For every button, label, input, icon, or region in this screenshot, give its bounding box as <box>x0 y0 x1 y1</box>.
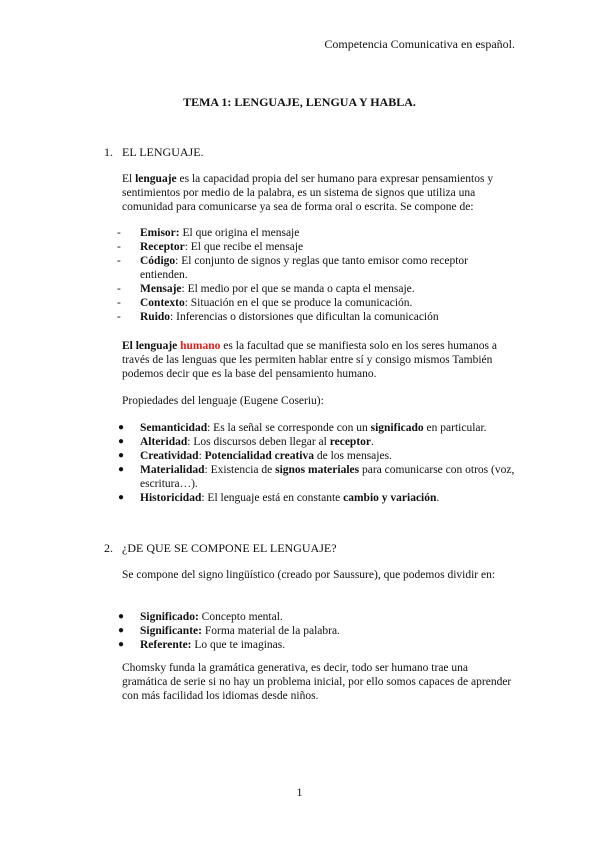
section-1-heading <box>104 145 204 159</box>
property-term: Creatividad <box>140 450 199 462</box>
list-item <box>117 226 517 240</box>
text-run: es la facultad que se manifiesta solo en los seres humanos a través de las lenguas que les permiten hablar entre sí y consigo mismos También podemos decir que es la base del pensamiento humano. <box>122 340 497 380</box>
dash-marker: - <box>117 283 121 295</box>
text-run: para comunicarse con otros (voz, escritura…). <box>140 464 515 490</box>
section-2-heading <box>104 541 337 555</box>
list-item <box>117 282 517 296</box>
list-item <box>117 638 517 652</box>
text-run: : <box>198 450 205 462</box>
list-item <box>117 310 517 324</box>
sign-desc: Concepto mental. <box>198 611 283 623</box>
sign-intro-paragraph: Se compone del signo lingüístico (creado por Saussure), que podemos dividir en: <box>122 569 496 581</box>
dash-marker: - <box>117 311 121 323</box>
bullet-marker: ● <box>118 436 125 447</box>
dash-marker: - <box>117 241 121 253</box>
bold-run: significado <box>370 422 424 434</box>
sign-desc: Lo que te imaginas. <box>191 639 286 651</box>
list-item <box>117 254 517 282</box>
page-header: Competencia Comunicativa en español. <box>324 37 515 51</box>
list-item <box>117 610 517 624</box>
term-humano-highlight: humano <box>180 340 221 352</box>
bullet-marker: ● <box>118 625 125 636</box>
dash-marker: - <box>117 227 121 239</box>
text-run: : Los discursos deben llegar al <box>187 436 330 448</box>
page-number: 1 <box>296 785 303 799</box>
text-run: : Es la señal se corresponde con un <box>207 422 371 434</box>
bullet-marker: ● <box>118 464 125 475</box>
text-run: de los mensajes. <box>314 450 392 462</box>
list-item <box>117 240 517 254</box>
component-term: Mensaje <box>140 283 182 295</box>
bullet-marker: ● <box>118 492 125 503</box>
sign-desc: Forma material de la palabra. <box>201 625 340 637</box>
term-lenguaje: lenguaje <box>135 173 177 185</box>
bullet-marker: ● <box>118 639 125 650</box>
list-item <box>117 491 517 505</box>
list-item <box>117 449 517 463</box>
dash-marker: - <box>117 297 121 309</box>
language-definition-paragraph <box>122 172 514 214</box>
component-desc: : El conjunto de signos y reglas que tanto emisor como receptor entienden. <box>140 255 469 281</box>
component-desc: : El que recibe el mensaje <box>184 241 304 253</box>
component-desc: : Situación en el que se produce la comunicación. <box>184 297 413 309</box>
text-run: : Existencia de <box>204 464 276 476</box>
sign-parts-list <box>117 610 517 652</box>
human-language-paragraph <box>122 339 514 381</box>
section-2-number: 2. <box>104 541 113 555</box>
component-desc: : Inferencias o distorsiones que dificultan la comunicación <box>170 311 439 323</box>
sign-term: Significante: <box>140 625 202 637</box>
list-item <box>117 463 517 491</box>
components-list <box>117 226 517 324</box>
list-item <box>117 421 517 435</box>
properties-list <box>117 421 517 505</box>
text-run: El <box>122 173 136 185</box>
text-run: es la capacidad propia del ser humano para expresar pensamientos y sentimientos por medio de la palabra, es un sistema de signos que utiliza una comunidad para comunicarse ya sea de forma oral o escrita. Se compone de: <box>122 173 494 213</box>
list-item <box>117 435 517 449</box>
list-item <box>117 296 517 310</box>
text-run: . <box>371 436 374 448</box>
property-term: Alteridad <box>140 436 188 448</box>
bold-run: Potencialidad creativa <box>204 450 314 462</box>
dash-marker: - <box>117 255 121 267</box>
list-item <box>117 624 517 638</box>
properties-intro: Propiedades del lenguaje (Eugene Coseriu): <box>122 395 324 407</box>
chomsky-paragraph: Chomsky funda la gramática generativa, es decir, todo ser humano trae una gramática de serie si no hay un problema inicial, por ello somos capaces de aprender con más facilidad los idiomas desde niños. <box>122 662 512 702</box>
property-term: Semanticidad <box>140 422 208 434</box>
text-run: : El lenguaje está en constante <box>201 492 344 504</box>
bullet-marker: ● <box>118 611 125 622</box>
component-desc: : El medio por el que se manda o capta el mensaje. <box>181 283 415 295</box>
property-term: Materialidad <box>140 464 205 476</box>
term-el-lenguaje: El lenguaje <box>122 340 181 352</box>
component-term: Contexto <box>140 297 185 309</box>
bullet-marker: ● <box>118 450 125 461</box>
section-1-number: 1. <box>104 145 113 159</box>
sign-term: Referente: <box>140 639 192 651</box>
bold-run: cambio y variación <box>343 492 437 504</box>
text-run: en particular. <box>423 422 487 434</box>
bullet-marker: ● <box>118 422 125 433</box>
property-term: Historicidad <box>140 492 202 504</box>
section-2-title: ¿DE QUE SE COMPONE EL LENGUAJE? <box>122 541 337 555</box>
bold-run: signos materiales <box>275 464 360 476</box>
bold-run: receptor <box>329 436 372 448</box>
sign-term: Significado: <box>140 611 199 623</box>
text-run: . <box>436 492 440 504</box>
page-title: TEMA 1: LENGUAJE, LENGUA Y HABLA. <box>183 95 416 109</box>
component-term: Código <box>140 255 176 267</box>
component-term: Ruido <box>140 311 171 323</box>
component-term: Emisor: <box>140 227 180 239</box>
component-term: Receptor <box>140 241 185 253</box>
component-desc: El que origina el mensaje <box>179 227 300 239</box>
section-1-title: EL LENGUAJE. <box>122 145 204 159</box>
